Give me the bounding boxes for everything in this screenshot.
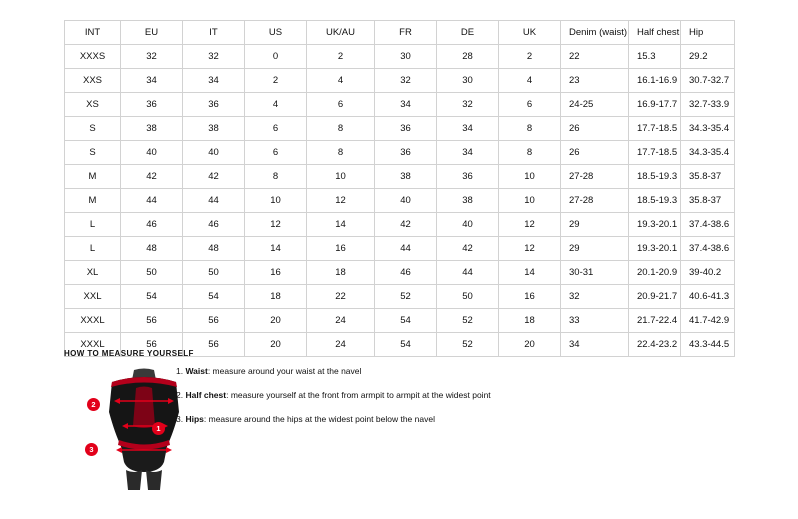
table-row: [65, 237, 735, 261]
cell-fr: 36: [375, 117, 437, 141]
cell-denim-waist: 22: [561, 45, 629, 69]
instruction-hips: [176, 414, 736, 425]
cell-eu: 44: [121, 189, 183, 213]
cell-de: 28: [437, 45, 499, 69]
cell-de: 32: [437, 93, 499, 117]
cell-it: 32: [183, 45, 245, 69]
marker-badge-3: 3: [85, 443, 98, 456]
measure-instructions: [176, 366, 736, 438]
cell-de: 36: [437, 165, 499, 189]
cell-hip: 37.4-38.6: [681, 237, 735, 261]
cell-denim-waist: 27-28: [561, 165, 629, 189]
cell-de: 44: [437, 261, 499, 285]
column-header-hip: Hip: [681, 21, 735, 45]
cell-de: 52: [437, 309, 499, 333]
cell-int: M: [65, 189, 121, 213]
cell-de: 52: [437, 333, 499, 357]
instruction-hips-number: 3.: [176, 414, 184, 424]
cell-eu: 54: [121, 285, 183, 309]
cell-us: 12: [245, 213, 307, 237]
column-header-denim-waist: Denim (waist): [561, 21, 629, 45]
cell-uk: 16: [499, 285, 561, 309]
cell-it: 44: [183, 189, 245, 213]
cell-uk-au: 8: [307, 141, 375, 165]
instruction-waist-number: 1.: [176, 366, 184, 376]
cell-hip: 43.3-44.5: [681, 333, 735, 357]
instruction-hips-term: Hips: [185, 414, 204, 424]
cell-eu: 34: [121, 69, 183, 93]
cell-denim-waist: 34: [561, 333, 629, 357]
cell-eu: 48: [121, 237, 183, 261]
cell-half-chest: 16.9-17.7: [629, 93, 681, 117]
cell-uk-au: 12: [307, 189, 375, 213]
cell-uk-au: 14: [307, 213, 375, 237]
cell-fr: 44: [375, 237, 437, 261]
cell-hip: 40.6-41.3: [681, 285, 735, 309]
cell-half-chest: 20.9-21.7: [629, 285, 681, 309]
cell-uk: 12: [499, 237, 561, 261]
instruction-waist-term: Waist: [185, 366, 208, 376]
cell-uk: 18: [499, 309, 561, 333]
cell-us: 18: [245, 285, 307, 309]
cell-denim-waist: 23: [561, 69, 629, 93]
cell-fr: 32: [375, 69, 437, 93]
cell-half-chest: 15.3: [629, 45, 681, 69]
table-header-row: [65, 21, 735, 45]
cell-uk: 20: [499, 333, 561, 357]
cell-us: 14: [245, 237, 307, 261]
marker-badge-2: 2: [87, 398, 100, 411]
table-row: [65, 213, 735, 237]
column-header-us: US: [245, 21, 307, 45]
cell-int: XXL: [65, 285, 121, 309]
cell-half-chest: 21.7-22.4: [629, 309, 681, 333]
instruction-half-chest-text: : measure yourself at the front from armpit to armpit at the widest point: [226, 390, 491, 400]
cell-uk-au: 16: [307, 237, 375, 261]
cell-fr: 34: [375, 93, 437, 117]
instruction-half-chest-term: Half chest: [185, 390, 227, 400]
cell-fr: 36: [375, 141, 437, 165]
cell-us: 0: [245, 45, 307, 69]
cell-fr: 42: [375, 213, 437, 237]
cell-uk-au: 10: [307, 165, 375, 189]
cell-it: 56: [183, 333, 245, 357]
cell-int: XXXL: [65, 333, 121, 357]
cell-uk: 4: [499, 69, 561, 93]
cell-uk-au: 22: [307, 285, 375, 309]
cell-fr: 52: [375, 285, 437, 309]
cell-uk-au: 4: [307, 69, 375, 93]
cell-denim-waist: 29: [561, 237, 629, 261]
cell-it: 54: [183, 285, 245, 309]
cell-int: XL: [65, 261, 121, 285]
cell-denim-waist: 24-25: [561, 93, 629, 117]
cell-hip: 32.7-33.9: [681, 93, 735, 117]
marker-badge-1: 1: [152, 422, 165, 435]
cell-denim-waist: 26: [561, 117, 629, 141]
cell-eu: 56: [121, 309, 183, 333]
cell-uk: 8: [499, 141, 561, 165]
cell-uk: 10: [499, 165, 561, 189]
cell-it: 42: [183, 165, 245, 189]
table-row: [65, 141, 735, 165]
cell-uk-au: 6: [307, 93, 375, 117]
cell-fr: 54: [375, 333, 437, 357]
cell-denim-waist: 29: [561, 213, 629, 237]
cell-us: 6: [245, 117, 307, 141]
cell-hip: 34.3-35.4: [681, 117, 735, 141]
cell-uk: 14: [499, 261, 561, 285]
cell-denim-waist: 30-31: [561, 261, 629, 285]
cell-us: 8: [245, 165, 307, 189]
cell-int: XXXS: [65, 45, 121, 69]
cell-us: 6: [245, 141, 307, 165]
cell-int: M: [65, 165, 121, 189]
cell-fr: 46: [375, 261, 437, 285]
size-table-container: [64, 20, 734, 357]
cell-uk: 6: [499, 93, 561, 117]
cell-half-chest: 17.7-18.5: [629, 117, 681, 141]
cell-hip: 30.7-32.7: [681, 69, 735, 93]
table-row: [65, 69, 735, 93]
cell-de: 50: [437, 285, 499, 309]
cell-uk: 10: [499, 189, 561, 213]
column-header-int: INT: [65, 21, 121, 45]
cell-it: 40: [183, 141, 245, 165]
cell-uk-au: 2: [307, 45, 375, 69]
cell-hip: 34.3-35.4: [681, 141, 735, 165]
column-header-de: DE: [437, 21, 499, 45]
cell-int: S: [65, 117, 121, 141]
cell-int: L: [65, 213, 121, 237]
instruction-half-chest-number: 2.: [176, 390, 184, 400]
cell-denim-waist: 27-28: [561, 189, 629, 213]
cell-half-chest: 16.1-16.9: [629, 69, 681, 93]
cell-eu: 46: [121, 213, 183, 237]
cell-de: 34: [437, 141, 499, 165]
cell-it: 56: [183, 309, 245, 333]
cell-eu: 42: [121, 165, 183, 189]
cell-uk-au: 8: [307, 117, 375, 141]
instruction-waist-text: : measure around your waist at the navel: [207, 366, 362, 376]
table-row: [65, 189, 735, 213]
cell-hip: 35.8-37: [681, 189, 735, 213]
cell-half-chest: 18.5-19.3: [629, 165, 681, 189]
cell-denim-waist: 26: [561, 141, 629, 165]
cell-de: 38: [437, 189, 499, 213]
cell-uk-au: 24: [307, 333, 375, 357]
cell-uk-au: 24: [307, 309, 375, 333]
table-body: [65, 45, 735, 357]
table-row: [65, 309, 735, 333]
cell-hip: 35.8-37: [681, 165, 735, 189]
cell-half-chest: 18.5-19.3: [629, 189, 681, 213]
column-header-eu: EU: [121, 21, 183, 45]
cell-fr: 38: [375, 165, 437, 189]
cell-hip: 37.4-38.6: [681, 213, 735, 237]
column-header-fr: FR: [375, 21, 437, 45]
cell-eu: 32: [121, 45, 183, 69]
cell-it: 46: [183, 213, 245, 237]
cell-eu: 56: [121, 333, 183, 357]
cell-de: 40: [437, 213, 499, 237]
cell-uk: 2: [499, 45, 561, 69]
cell-it: 48: [183, 237, 245, 261]
table-row: [65, 165, 735, 189]
cell-eu: 50: [121, 261, 183, 285]
size-conversion-table: [64, 20, 735, 357]
cell-uk-au: 18: [307, 261, 375, 285]
cell-half-chest: 19.3-20.1: [629, 237, 681, 261]
cell-eu: 36: [121, 93, 183, 117]
cell-uk: 8: [499, 117, 561, 141]
cell-eu: 38: [121, 117, 183, 141]
cell-hip: 39-40.2: [681, 261, 735, 285]
cell-us: 16: [245, 261, 307, 285]
table-row: [65, 285, 735, 309]
cell-denim-waist: 33: [561, 309, 629, 333]
cell-half-chest: 19.3-20.1: [629, 213, 681, 237]
table-row: [65, 261, 735, 285]
column-header-half-chest: Half chest: [629, 21, 681, 45]
cell-int: XXXL: [65, 309, 121, 333]
cell-de: 42: [437, 237, 499, 261]
cell-de: 34: [437, 117, 499, 141]
cell-uk: 12: [499, 213, 561, 237]
column-header-it: IT: [183, 21, 245, 45]
column-header-uk-au: UK/AU: [307, 21, 375, 45]
cell-half-chest: 22.4-23.2: [629, 333, 681, 357]
cell-it: 34: [183, 69, 245, 93]
cell-hip: 29.2: [681, 45, 735, 69]
cell-denim-waist: 32: [561, 285, 629, 309]
cell-us: 20: [245, 333, 307, 357]
table-row: [65, 45, 735, 69]
cell-it: 36: [183, 93, 245, 117]
cell-us: 10: [245, 189, 307, 213]
cell-hip: 41.7-42.9: [681, 309, 735, 333]
instruction-half-chest: [176, 390, 736, 401]
cell-us: 2: [245, 69, 307, 93]
table-row: [65, 117, 735, 141]
cell-int: S: [65, 141, 121, 165]
cell-fr: 40: [375, 189, 437, 213]
instruction-waist: [176, 366, 736, 377]
cell-fr: 54: [375, 309, 437, 333]
cell-int: L: [65, 237, 121, 261]
instruction-hips-text: : measure around the hips at the widest point below the navel: [203, 414, 435, 424]
cell-us: 4: [245, 93, 307, 117]
table-row: [65, 93, 735, 117]
cell-half-chest: 17.7-18.5: [629, 141, 681, 165]
cell-eu: 40: [121, 141, 183, 165]
cell-it: 38: [183, 117, 245, 141]
cell-int: XS: [65, 93, 121, 117]
column-header-uk: UK: [499, 21, 561, 45]
cell-int: XXS: [65, 69, 121, 93]
cell-us: 20: [245, 309, 307, 333]
how-to-measure-title: HOW TO MEASURE YOURSELF: [64, 349, 194, 358]
cell-de: 30: [437, 69, 499, 93]
cell-it: 50: [183, 261, 245, 285]
table-head: [65, 21, 735, 45]
cell-half-chest: 20.1-20.9: [629, 261, 681, 285]
cell-fr: 30: [375, 45, 437, 69]
